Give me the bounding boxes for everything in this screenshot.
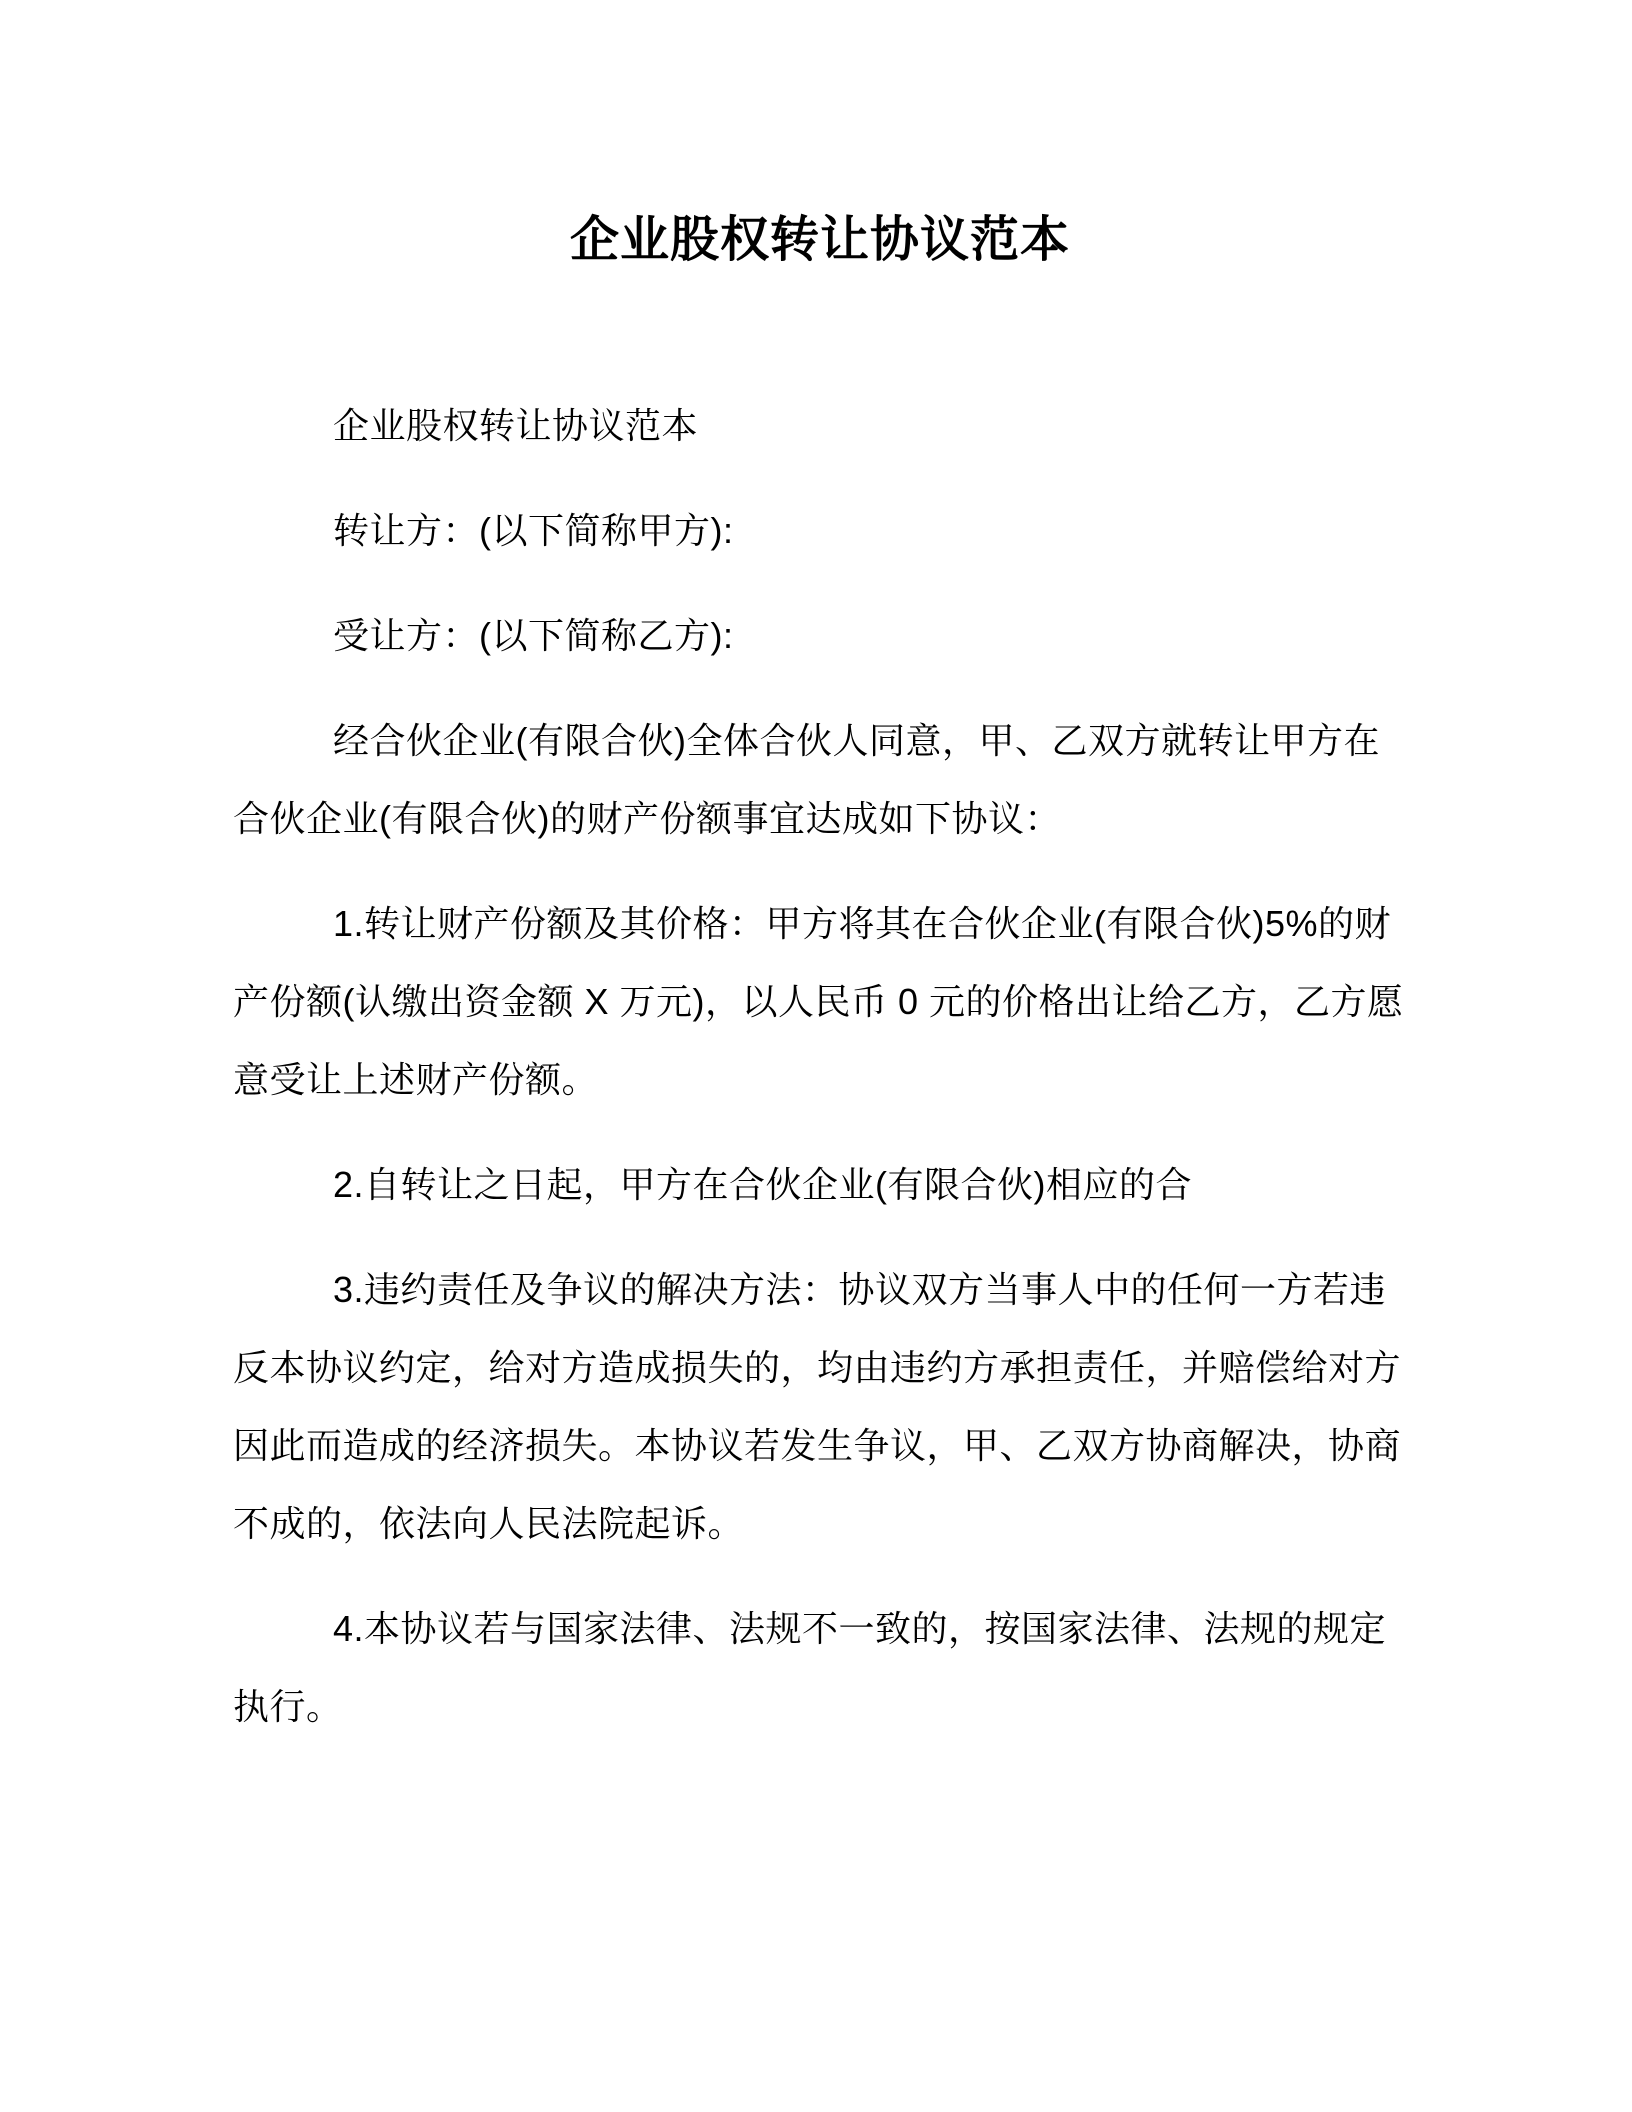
paragraph-preamble: 经合伙企业(有限合伙)全体合伙人同意，甲、乙双方就转让甲方在合伙企业(有限合伙)的财产份额事宜达成如下协议： — [233, 720, 1380, 839]
paragraph-clause-2: 2.自转让之日起，甲方在合伙企业(有限合伙)相应的合 — [333, 1164, 1193, 1205]
paragraph-clause-4: 4.本协议若与国家法律、法规不一致的，按国家法律、法规的规定执行。 — [233, 1608, 1387, 1727]
document-body — [233, 387, 1407, 1746]
paragraph-transferor: 转让方：(以下简称甲方): — [333, 510, 734, 551]
paragraph-transferee: 受让方：(以下简称乙方): — [333, 615, 734, 656]
paragraph-title-repeat: 企业股权转让协议范本 — [333, 405, 699, 446]
paragraph-clause-3: 3.违约责任及争议的解决方法：协议双方当事人中的任何一方若违反本协议约定，给对方造成损失的，均由违约方承担责任，并赔偿给对方因此而造成的经济损失。本协议若发生争议，甲、乙双方协商解决，协商不成的，依法向人民法院起诉。 — [233, 1269, 1402, 1544]
paragraph-clause-1: 1.转让财产份额及其价格：甲方将其在合伙企业(有限合伙)5%的财产份额(认缴出资金额 X 万元)，以人民币 0 元的价格出让给乙方，乙方愿意受让上述财产份额。 — [233, 903, 1404, 1100]
document-title: 企业股权转让协议范本 — [569, 213, 1070, 267]
